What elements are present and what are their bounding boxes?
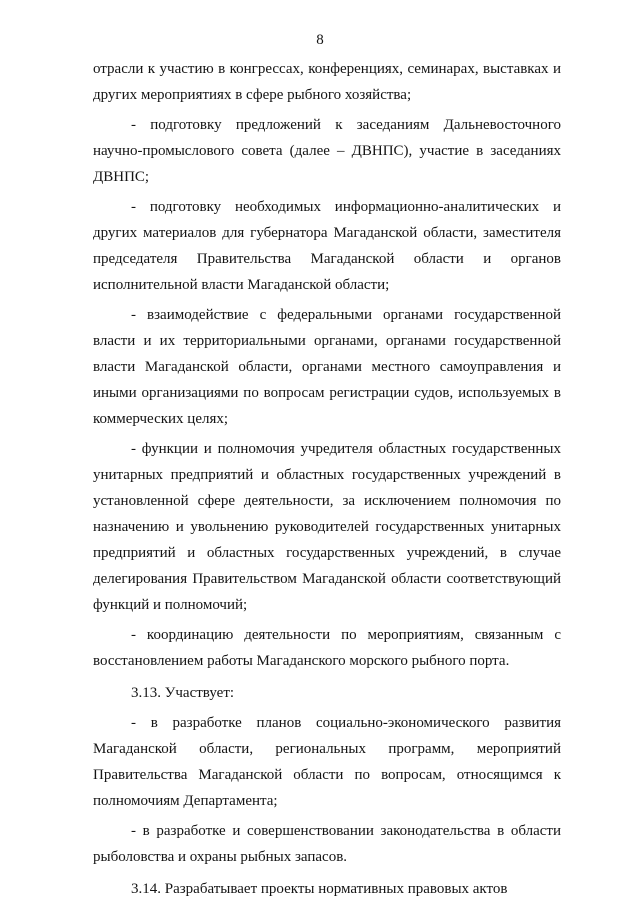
document-body [93, 56, 561, 902]
paragraph-5: - функции и полномочия учредителя областных государственных унитарных предприятий и областных государственных учреждений в установленной сфере деятельности, за исключением полномочия по назначению и увольнению руководителей государственных унитарных предприятий и областных государственных учреждений, в случае делегирования Правительством Магаданской области соответствующий функций и полномочий; [93, 441, 561, 613]
paragraph-6: - координацию деятельности по мероприятиям, связанным с восстановлением работы Магаданского морского рыбного порта. [93, 627, 561, 669]
paragraph-8: - в разработке планов социально-экономического развития Магаданской области, региональных программ, мероприятий Правительства Магаданской области по вопросам, относящимся к полномочиям Департамента; [93, 715, 561, 809]
paragraph-1: отрасли к участию в конгрессах, конференциях, семинарах, выставках и других мероприятиях в сфере рыбного хозяйства; [93, 61, 561, 103]
paragraph-7: 3.13. Участвует: [131, 685, 235, 701]
paragraph-9: - в разработке и совершенствовании законодательства в области рыболовства и охраны рыбных запасов. [93, 823, 561, 865]
paragraph-3: - подготовку необходимых информационно-аналитических и других материалов для губернатора Магаданской области, заместителя председателя Правительства Магаданской области и органов исполнительной власти Магаданской области; [93, 199, 561, 293]
page-number: 8 [316, 32, 324, 48]
paragraph-2: - подготовку предложений к заседаниям Дальневосточного научно-промыслового совета (далее – ДВНПС), участие в заседаниях ДВНПС; [93, 117, 561, 185]
paragraph-10: 3.14. Разрабатывает проекты нормативных правовых актов [131, 881, 508, 897]
paragraph-4: - взаимодействие с федеральными органами государственной власти и их территориальными органами, органами государственной власти Магаданской области, органами местного самоуправления и иными организациями по вопросам регистрации судов, используемых в коммерческих целях; [93, 307, 561, 427]
